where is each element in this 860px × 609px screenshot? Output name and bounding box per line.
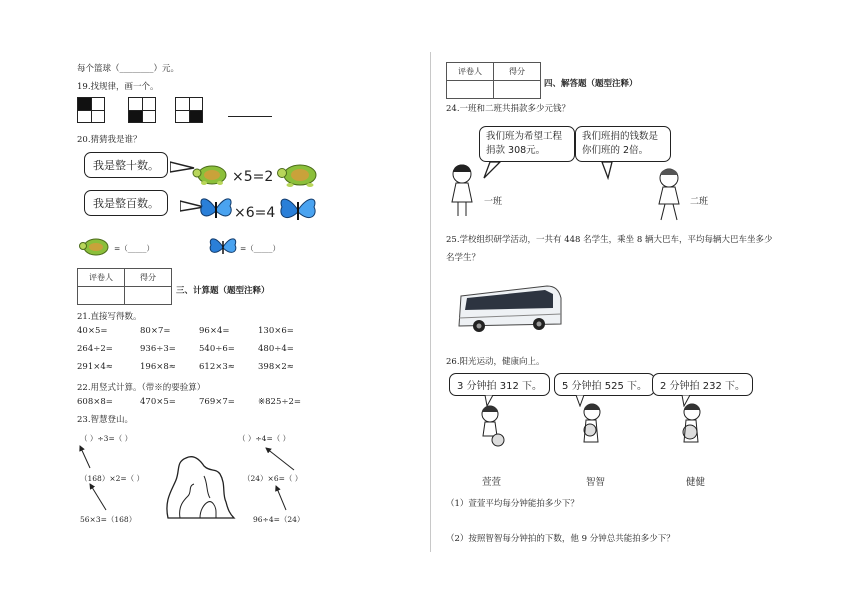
q26-sub2: （2）按照智智每分钟拍的下数，他 9 分钟总共能拍多少下？ xyxy=(446,534,675,544)
q26-sub1: （1）萱萱平均每分钟能拍多少下？ xyxy=(446,499,579,509)
speech-bubble-xuanxuan: 3 分钟拍 312 下。 xyxy=(449,373,550,396)
q21-item: 480÷4= xyxy=(258,344,294,354)
q22-title: 22.用竖式计算。（带※的要验算） xyxy=(77,383,206,393)
q21-item: 40×5= xyxy=(77,326,108,336)
mountain-left-top: （ ）÷3=（ ） xyxy=(80,434,133,443)
q24-title: 24.一班和二班共捐款多少元钱？ xyxy=(446,104,571,114)
q18-tail: 每个篮球（________）元。 xyxy=(77,64,180,74)
speech-bubble-zhizhi: 5 分钟拍 525 下。 xyxy=(554,373,655,396)
q21-item: 612×3≈ xyxy=(199,362,235,372)
q21-item: 540÷6= xyxy=(199,344,235,354)
column-divider xyxy=(430,52,431,552)
grader-label: 评卷人 xyxy=(78,269,125,287)
score-cell[interactable] xyxy=(125,287,172,305)
butterfly-icon xyxy=(208,234,238,260)
mountain-right-top: （ ）÷4=（ ） xyxy=(238,434,291,443)
girl-figure-icon xyxy=(446,160,480,220)
q21-item: 96×4= xyxy=(199,326,230,336)
mountain-left-bottom: 56×3=（168） xyxy=(80,515,137,524)
grader-cell[interactable] xyxy=(78,287,125,305)
grader-label: 评卷人 xyxy=(447,63,494,81)
q20-title: 20.猜猜我是谁？ xyxy=(77,135,142,145)
q26-title: 26.阳光运动，健康向上。 xyxy=(446,357,545,367)
child-basketball-icon xyxy=(476,402,508,448)
section-3-heading: 三、计算题（题型注释） xyxy=(176,286,270,296)
name-zhizhi: 智智 xyxy=(586,477,606,488)
butterfly-answer: =（_____） xyxy=(240,244,281,253)
q25-line2: 名学生？ xyxy=(446,253,481,263)
name-xuanxuan: 萱萱 xyxy=(482,477,502,488)
turtle-equation: ×5=2 xyxy=(232,169,274,185)
speech-bubble-class1: 我们班为希望工程捐款 308元。 xyxy=(479,126,575,162)
pattern-grid-3 xyxy=(175,97,203,123)
butterfly-icon xyxy=(278,192,318,228)
bubble-tail-4 xyxy=(596,162,620,180)
q21-item: 130×6= xyxy=(258,326,294,336)
butterfly-equation: ×6=4 xyxy=(234,205,276,221)
grader-cell[interactable] xyxy=(447,81,494,99)
boy-figure-icon xyxy=(651,166,685,224)
answer-blank-line xyxy=(228,116,272,117)
turtle-icon xyxy=(192,161,230,187)
q22-item: 608×8= xyxy=(77,397,113,407)
q21-item: 398×2≈ xyxy=(258,362,294,372)
bubble-tail-3 xyxy=(482,162,506,180)
q21-item: 196×8≈ xyxy=(140,362,176,372)
mountain-diagram xyxy=(76,440,336,520)
class2-label: 二班 xyxy=(690,197,709,207)
speech-bubble-tens: 我是整十数。 xyxy=(84,152,168,178)
score-label: 得分 xyxy=(494,63,541,81)
mountain-left-mid: （168）×2=（ ） xyxy=(80,474,145,483)
butterfly-icon xyxy=(198,192,234,226)
bus-image-icon xyxy=(455,280,565,336)
turtle-answer: =（_____） xyxy=(114,244,155,253)
child-basketball-icon xyxy=(576,402,608,448)
q21-title: 21.直接写得数。 xyxy=(77,312,142,322)
q23-title: 23.智慧登山。 xyxy=(77,415,134,425)
score-table-right xyxy=(446,62,541,99)
pattern-grid-1 xyxy=(77,97,105,123)
child-basketball-icon xyxy=(676,402,708,448)
q19-title: 19.找规律，画一个。 xyxy=(77,82,159,92)
q22-item: ※825÷2= xyxy=(258,397,301,407)
q21-item: 80×7= xyxy=(140,326,171,336)
q22-item: 769×7= xyxy=(199,397,235,407)
pattern-grid-2 xyxy=(128,97,156,123)
turtle-icon xyxy=(78,236,110,258)
q22-item: 470×5= xyxy=(140,397,176,407)
mountain-right-bottom: 96÷4=（24） xyxy=(253,515,305,524)
turtle-icon xyxy=(276,161,320,189)
speech-bubble-hundreds: 我是整百数。 xyxy=(84,190,168,216)
speech-bubble-jianjian: 2 分钟拍 232 下。 xyxy=(652,373,753,396)
score-table-left xyxy=(77,268,172,305)
speech-bubble-class2: 我们班捐的钱数是你们班的 2倍。 xyxy=(575,126,671,162)
score-label: 得分 xyxy=(125,269,172,287)
q21-item: 291×4≈ xyxy=(77,362,113,372)
section-4-heading: 四、解答题（题型注释） xyxy=(544,79,638,89)
q25-line1: 25.学校组织研学活动，一共有 448 名学生，乘坐 8 辆大巴车，平均每辆大巴车坐多少 xyxy=(446,235,773,245)
q21-item: 264÷2= xyxy=(77,344,113,354)
name-jianjian: 健健 xyxy=(686,477,706,488)
q21-item: 936÷3= xyxy=(140,344,176,354)
class1-label: 一班 xyxy=(484,197,503,207)
mountain-right-mid: （24）×6=（ ） xyxy=(243,474,303,483)
score-cell[interactable] xyxy=(494,81,541,99)
